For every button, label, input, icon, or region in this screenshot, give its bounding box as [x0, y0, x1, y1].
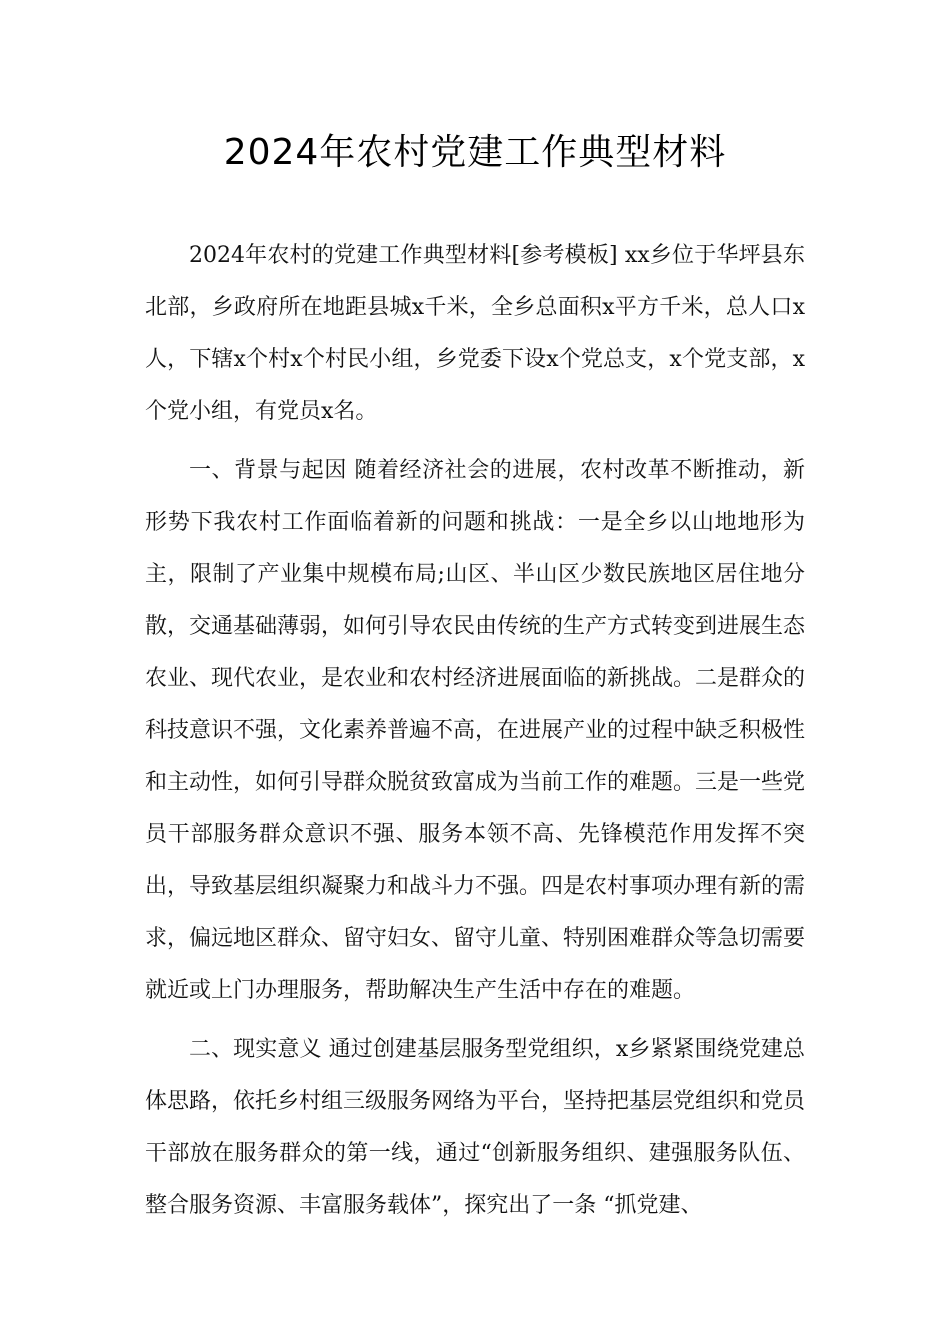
- document-title: 2024年农村党建工作典型材料: [223, 132, 727, 173]
- paragraph-intro: 2024年农村的党建工作典型材料[参考模板] xx乡位于华坪县东北部，乡政府所在地距县城x千米，全乡总面积x平方千米，总人口x人，下辖x个村x个村民小组，乡党委下设x个党总支，x个党支部，x个党小组，有党员x名。: [145, 243, 805, 424]
- paragraph-significance: 二、现实意义 通过创建基层服务型党组织，x乡紧紧围绕党建总体思路，依托乡村组三级服务网络为平台，坚持把基层党组织和党员干部放在服务群众的第一线，通过“创新服务组织、建强服务队伍、整合服务资源、丰富服务载体”，探究出了一条 “抓党建、: [145, 1037, 806, 1218]
- paragraph-background: 一、背景与起因 随着经济社会的进展，农村改革不断推动，新形势下我农村工作面临着新的问题和挑战：一是全乡以山地地形为主，限制了产业集中规模布局;山区、半山区少数民族地区居住地分散，交通基础薄弱，如何引导农民由传统的生产方式转变到进展生态农业、现代农业，是农业和农村经济进展面临的新挑战。二是群众的科技意识不强，文化素养普遍不高，在进展产业的过程中缺乏积极性和主动性，如何引导群众脱贫致富成为当前工作的难题。三是一些党员干部服务群众意识不强、服务本领不高、先锋模范作用发挥不突出，导致基层组织凝聚力和战斗力不强。四是农村事项办理有新的需求，偏远地区群众、留守妇女、留守儿童、特别困难群众等急切需要就近或上门办理服务，帮助解决生产生活中存在的难题。: [145, 458, 806, 1003]
- document-body: [145, 230, 805, 1239]
